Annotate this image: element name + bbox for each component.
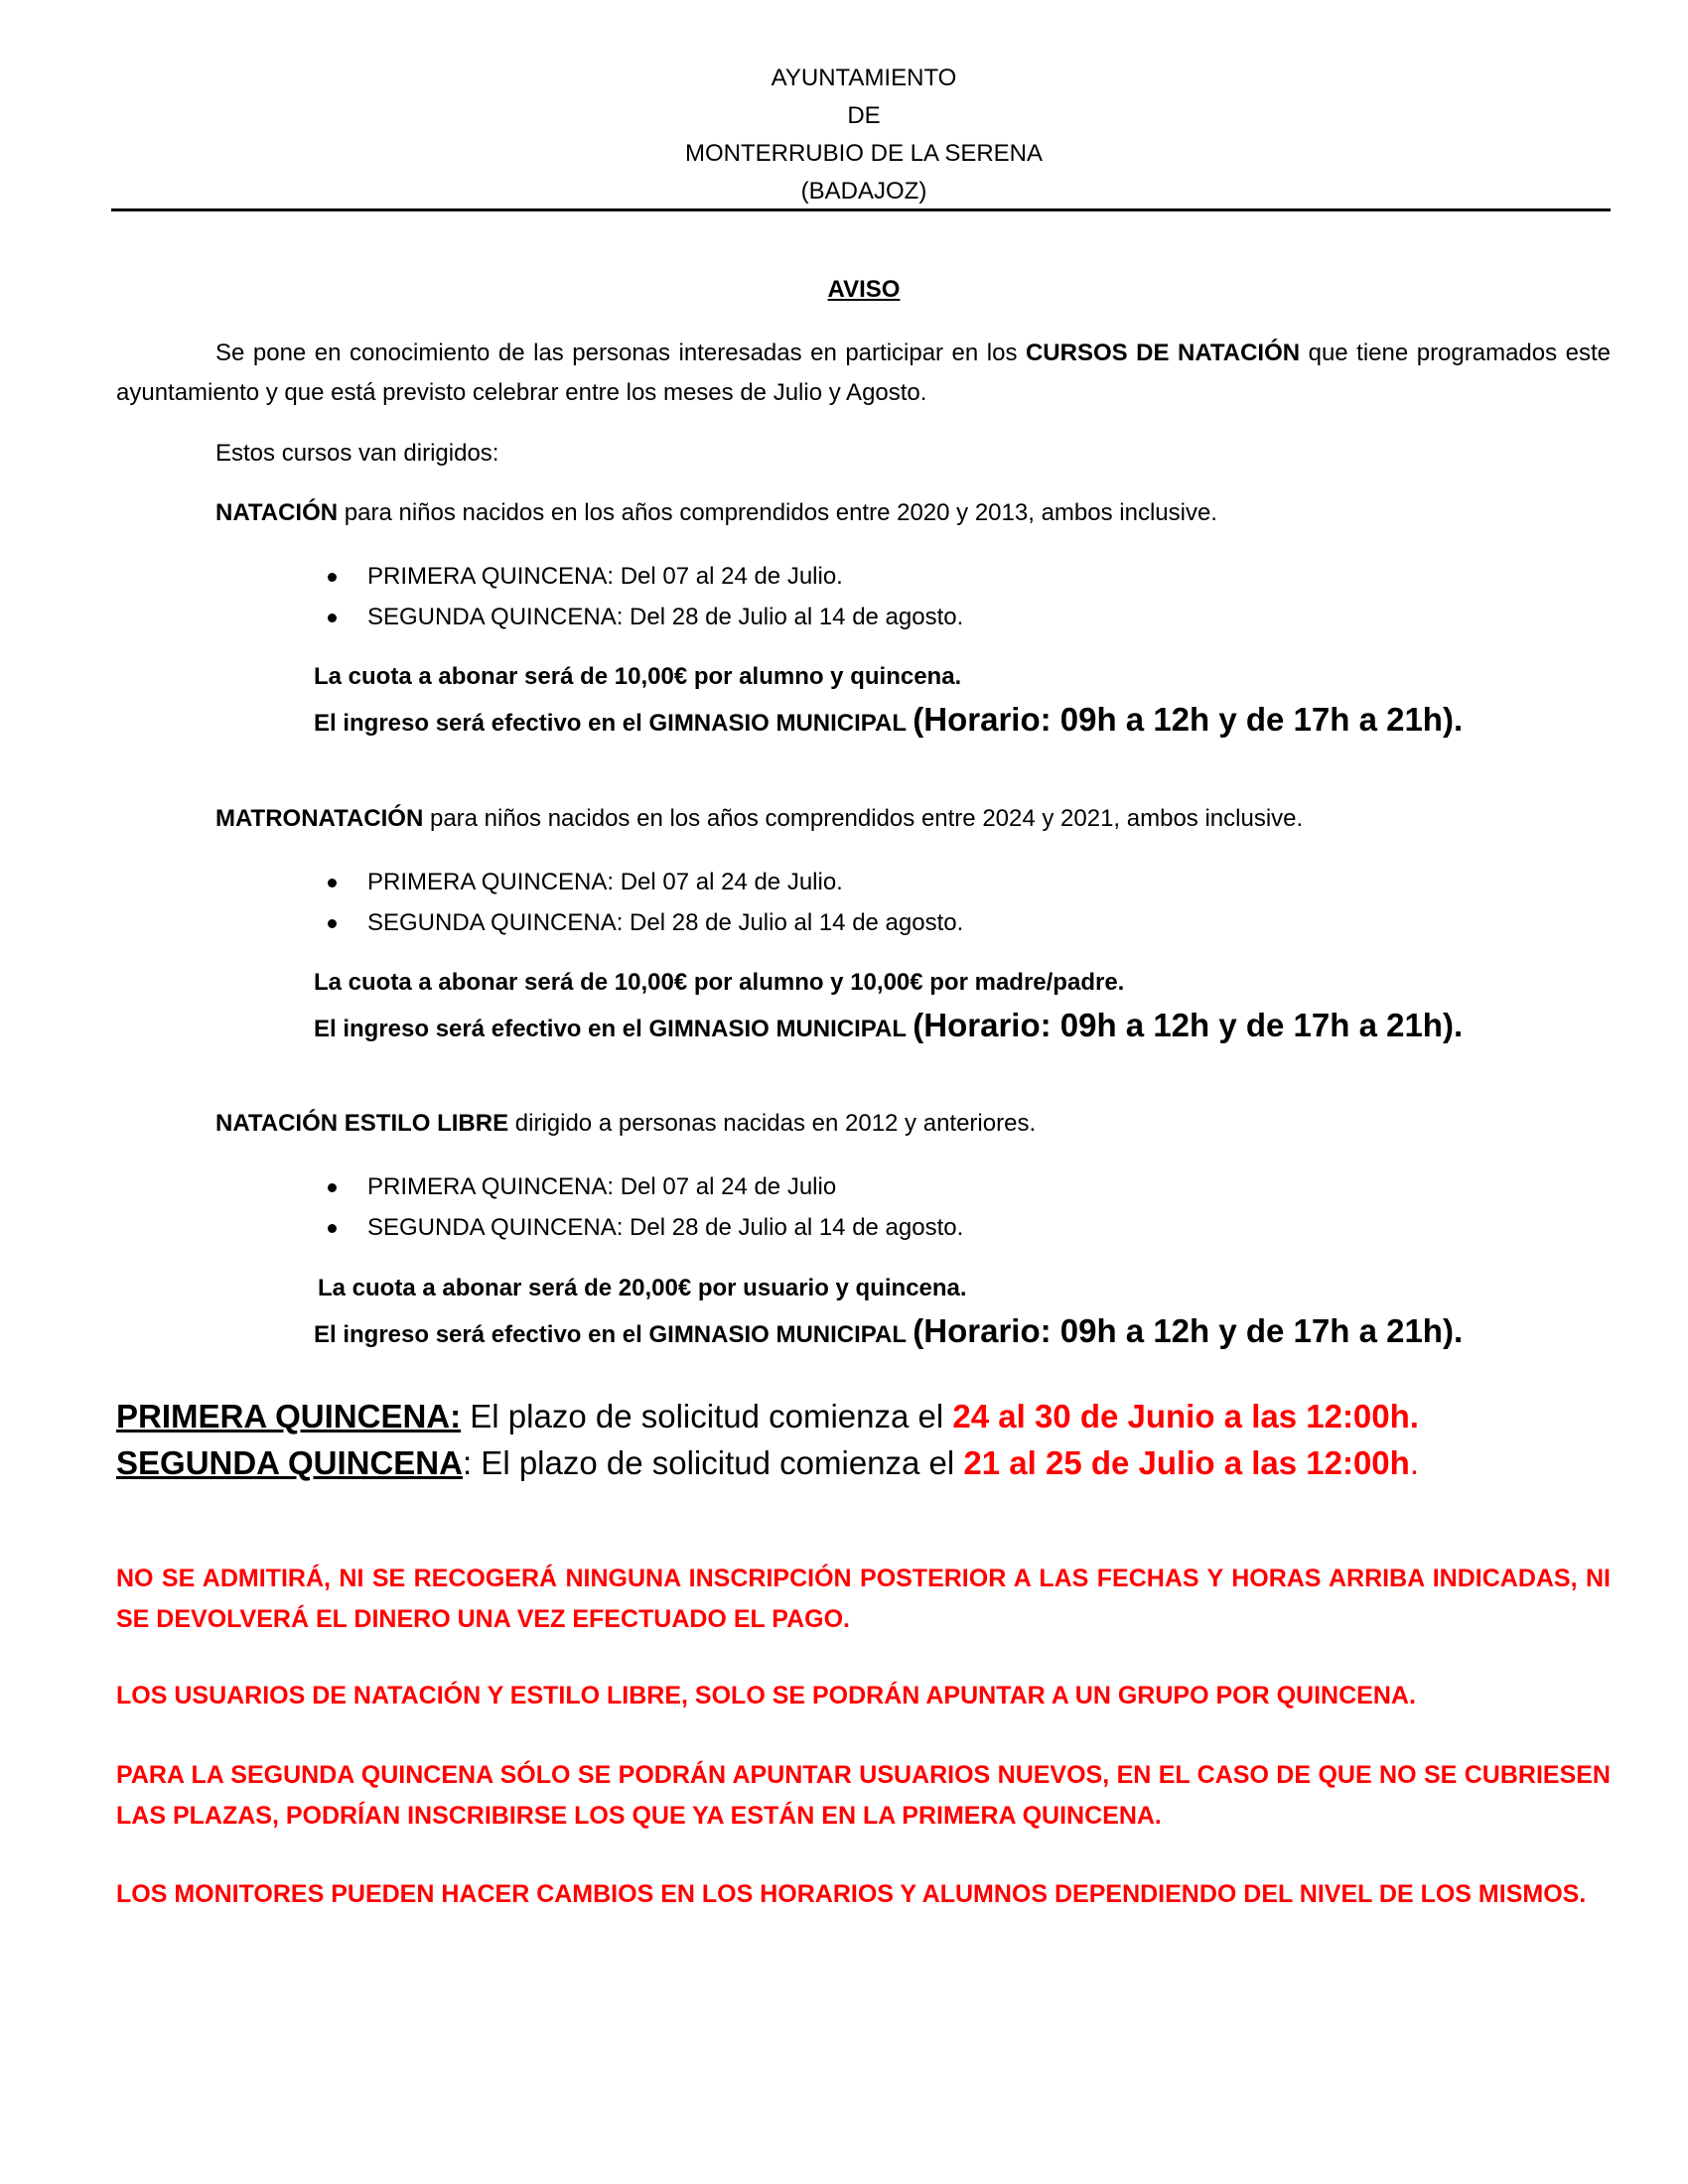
payment-text: El ingreso será efectivo en el GIMNASIO MUNICIPAL [314, 1016, 914, 1042]
deadline-dates: 21 al 25 de Julio a las 12:00h [963, 1444, 1410, 1481]
section-natacion-fee: La cuota a abonar será de 10,00€ por alumno y quincena. [314, 663, 962, 690]
section-description: para niños nacidos en los años comprendidos entre 2024 y 2021, ambos inclusive. [423, 805, 1304, 832]
section-natacion-dates [367, 562, 963, 643]
list-item: SEGUNDA QUINCENA: Del 28 de Julio al 14 de agosto. [367, 1213, 963, 1254]
section-description: dirigido a personas nacidas en 2012 y anteriores. [508, 1110, 1037, 1137]
list-item: PRIMERA QUINCENA: Del 07 al 24 de Julio [367, 1172, 963, 1213]
target-intro: Estos cursos van dirigidos: [215, 440, 499, 467]
deadline-label: SEGUNDA QUINCENA [116, 1444, 463, 1481]
warning-monitors: LOS MONITORES PUEDEN HACER CAMBIOS EN LOS HORARIOS Y ALUMNOS DEPENDIENDO DEL NIVEL DE LOS MISMOS. [116, 1880, 1587, 1908]
payment-hours: (Horario: 09h a 12h y de 17h a 21h). [913, 701, 1464, 738]
section-matronatacion-dates [367, 868, 963, 949]
warning-no-refund: NO SE ADMITIRÁ, NI SE RECOGERÁ NINGUNA INSCRIPCIÓN POSTERIOR A LAS FECHAS Y HORAS ARRIBA INDICADAS, NI SE DEVOLVERÁ EL DINERO UNA VEZ EFECTUADO EL PAGO. [116, 1565, 1611, 1633]
section-name: MATRONATACIÓN [215, 805, 424, 832]
list-item: PRIMERA QUINCENA: Del 07 al 24 de Julio. [367, 868, 963, 908]
section-natacion-heading [215, 499, 1217, 527]
section-description: para niños nacidos en los años comprendidos entre 2020 y 2013, ambos inclusive. [338, 499, 1217, 526]
section-estilo-libre-heading [215, 1110, 1036, 1138]
section-matronatacion-payment [314, 1007, 1463, 1044]
deadline-segunda [116, 1444, 1419, 1482]
section-estilo-libre-dates [367, 1172, 963, 1254]
notice-title: AVISO [827, 276, 901, 303]
deadline-primera [116, 1398, 1419, 1435]
payment-hours: (Horario: 09h a 12h y de 17h a 21h). [913, 1312, 1464, 1349]
payment-text: El ingreso será efectivo en el GIMNASIO MUNICIPAL [314, 710, 914, 737]
letterhead-line-2: DE [847, 102, 881, 129]
deadline-dates: 24 al 30 de Junio a las 12:00h. [952, 1398, 1419, 1434]
letterhead-line-4: (BADAJOZ) [800, 178, 927, 205]
section-estilo-libre-payment [314, 1312, 1463, 1350]
intro-text-1: Se pone en conocimiento de las personas interesadas en participar en los [215, 340, 1026, 366]
deadline-tail: . [1409, 1444, 1419, 1481]
section-matronatacion-heading [215, 805, 1303, 833]
list-item: SEGUNDA QUINCENA: Del 28 de Julio al 14 de agosto. [367, 603, 963, 643]
payment-text: El ingreso será efectivo en el GIMNASIO MUNICIPAL [314, 1321, 914, 1348]
intro-text-2: que tiene programados este ayuntamiento y que está previsto celebrar entre los meses de Julio y Agosto. [116, 340, 1611, 406]
letterhead-line-1: AYUNTAMIENTO [771, 65, 957, 91]
intro-paragraph [116, 334, 1611, 413]
warning-one-group: LOS USUARIOS DE NATACIÓN Y ESTILO LIBRE, SOLO SE PODRÁN APUNTAR A UN GRUPO POR QUINCENA. [116, 1682, 1416, 1709]
section-matronatacion-fee: La cuota a abonar será de 10,00€ por alumno y 10,00€ por madre/padre. [314, 969, 1125, 996]
deadline-label: PRIMERA QUINCENA: [116, 1398, 462, 1434]
deadline-text: : El plazo de solicitud comienza el [462, 1444, 964, 1481]
section-natacion-payment [314, 701, 1463, 739]
section-estilo-libre-fee: La cuota a abonar será de 20,00€ por usuario y quincena. [318, 1275, 967, 1301]
letterhead [0, 60, 1688, 210]
payment-hours: (Horario: 09h a 12h y de 17h a 21h). [913, 1007, 1464, 1043]
section-name: NATACIÓN [215, 499, 339, 526]
intro-highlight: CURSOS DE NATACIÓN [1025, 340, 1301, 366]
list-item: PRIMERA QUINCENA: Del 07 al 24 de Julio. [367, 562, 963, 603]
list-item: SEGUNDA QUINCENA: Del 28 de Julio al 14 de agosto. [367, 908, 963, 949]
deadline-text: El plazo de solicitud comienza el [461, 1398, 953, 1434]
warning-second-fortnight: PARA LA SEGUNDA QUINCENA SÓLO SE PODRÁN APUNTAR USUARIOS NUEVOS, EN EL CASO DE QUE NO SE CUBRIESEN LAS PLAZAS, PODRÍAN INSCRIBIRSE LOS QUE YA ESTÁN EN LA PRIMERA QUINCENA. [116, 1761, 1611, 1830]
letterhead-line-3: MONTERRUBIO DE LA SERENA [684, 140, 1044, 167]
section-name: NATACIÓN ESTILO LIBRE [215, 1110, 509, 1137]
header-divider [111, 208, 1611, 211]
